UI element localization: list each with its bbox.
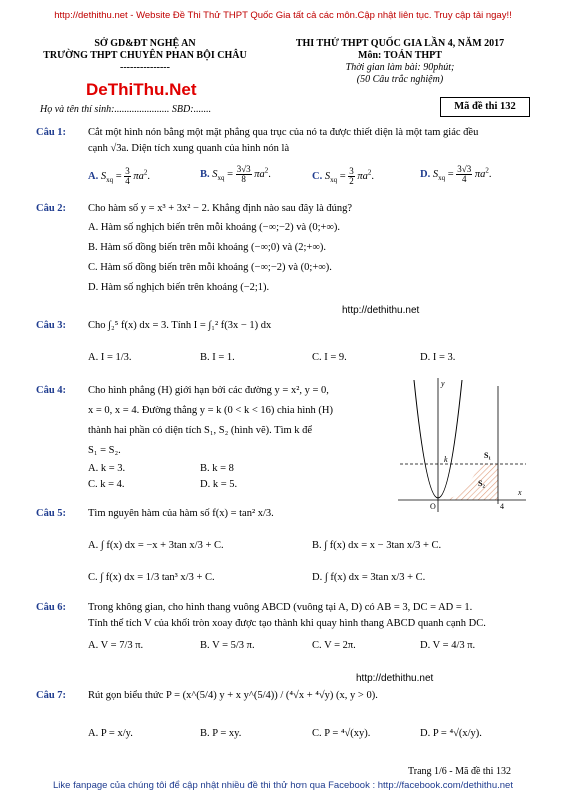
q1-option-a[interactable]: A. $S_{xq}$ = $\frac{3}{4}$ $\pi a^2$.	[88, 166, 151, 186]
question-1-label: Câu 1:	[36, 127, 67, 138]
q3-option-b[interactable]: B. I = 1.	[200, 352, 235, 363]
q4-option-b[interactable]: B. k = 8	[200, 463, 234, 474]
question-6-label: Câu 6:	[36, 602, 67, 613]
q6-option-a[interactable]: A. V = 7/3 π.	[88, 640, 144, 651]
exam-code-box: Mã đề thi 132	[440, 97, 530, 117]
question-1-text2: cạnh √3a. Diện tích xung quanh của hình nón là	[88, 143, 290, 154]
candidate-line: Họ và tên thí sinh:...................... SBD:.......	[40, 104, 212, 115]
parabola-graph	[398, 376, 530, 514]
divider: ---------------	[120, 62, 170, 73]
time-limit: Thời gian làm bài: 90phút;	[345, 62, 455, 73]
q6-option-c[interactable]: C. V = 2π.	[312, 640, 356, 651]
q3-option-d[interactable]: D. I = 3.	[420, 352, 456, 363]
question-4-line-4: S₁ = S₂.	[88, 445, 121, 456]
x-label: x	[518, 488, 522, 497]
question-4-line-1: Cho hình phẳng (H) giới hạn bởi các đường y = x², y = 0,	[88, 385, 329, 396]
page-footer: Trang 1/6 - Mã đề thi 132	[408, 766, 511, 777]
q2-option-a[interactable]: A. Hàm số nghịch biến trên mỗi khoảng (−∞;−2) và (0;+∞).	[88, 222, 341, 233]
school-name: TRƯỜNG THPT CHUYÊN PHAN BỘI CHÂU	[43, 50, 247, 61]
bottom-banner[interactable]: Like fanpage của chúng tôi để cập nhật nhiều đề thi thử hơn qua Facebook : http://facebook.com/dethithu.net	[53, 780, 513, 791]
subject: Môn: TOÁN THPT	[358, 50, 442, 61]
s1-label: S₁	[484, 451, 491, 460]
watermark-url-1[interactable]: http://dethithu.net	[342, 305, 420, 316]
q1-option-c[interactable]: C. $S_{xq}$ = $\frac{3}{2}$ $\pi a^2$.	[312, 166, 375, 186]
question-3-label: Câu 3:	[36, 320, 67, 331]
question-4-label: Câu 4:	[36, 385, 67, 396]
question-4-line-3: thành hai phần có diện tích S₁, S₂ (hình vẽ). Tìm k để	[88, 425, 313, 436]
q2-option-d[interactable]: D. Hàm số nghịch biến trên khoảng (−2;1).	[88, 282, 270, 293]
question-4-line-2: x = 0, x = 4. Đường thẳng y = k (0 < k < 16) chia hình (H)	[88, 405, 333, 416]
top-banner[interactable]: http://dethithu.net - Website Đề Thi Thử THPT Quốc Gia tất cả các môn.Cập nhật liên tục. Truy cập tải ngay!!	[54, 10, 512, 21]
question-5-text: Tìm nguyên hàm của hàm số f(x) = tan² x/3.	[88, 508, 274, 519]
q7-option-b[interactable]: B. P = xy.	[200, 728, 242, 739]
question-7-text: Rút gọn biểu thức P = (x^(5/4) y + x y^(5/4)) / (⁴√x + ⁴√y) (x, y > 0).	[88, 690, 378, 701]
question-6-line-1: Trong không gian, cho hình thang vuông ABCD (vuông tại A, D) có AB = 3, DC = AD = 1.	[88, 602, 473, 613]
q6-option-b[interactable]: B. V = 5/3 π.	[200, 640, 255, 651]
question-7-label: Câu 7:	[36, 690, 67, 701]
question-1-text: Cắt một hình nón bằng một mặt phẳng qua trục của nó ta được thiết diện là một tam giác đều	[88, 127, 479, 138]
q2-option-b[interactable]: B. Hàm số đồng biến trên mỗi khoảng (−∞;0) và (2;+∞).	[88, 242, 326, 253]
watermark-url-2[interactable]: http://dethithu.net	[356, 673, 434, 684]
school-header	[40, 38, 250, 74]
q4-option-c[interactable]: C. k = 4.	[88, 479, 125, 490]
q5-option-a[interactable]: A. ∫ f(x) dx = −x + 3tan x/3 + C.	[88, 540, 224, 551]
question-6-line-2: Tính thể tích V của khối tròn xoay được tạo thành khi quay hình thang ABCD quanh cạnh DC.	[88, 618, 486, 629]
q5-option-c[interactable]: C. ∫ f(x) dx = 1/3 tan³ x/3 + C.	[88, 572, 215, 583]
q1-b-label: B.	[200, 168, 210, 180]
k-label: k	[444, 455, 448, 464]
y-label: y	[441, 379, 445, 388]
question-count: (50 Câu trắc nghiệm)	[356, 74, 444, 85]
q4-option-d[interactable]: D. k = 5.	[200, 479, 238, 490]
origin-label: O	[430, 502, 436, 511]
question-2-label: Câu 2:	[36, 203, 67, 214]
department-name: SỞ GD&ĐT NGHỆ AN	[94, 38, 196, 49]
site-logo[interactable]: DeThiThu.Net	[86, 80, 197, 99]
q5-option-d[interactable]: D. ∫ f(x) dx = 3tan x/3 + C.	[312, 572, 426, 583]
exam-title: THI THỬ THPT QUỐC GIA LẦN 4, NĂM 2017	[295, 38, 505, 49]
q4-option-a[interactable]: A. k = 3.	[88, 463, 126, 474]
q1-a-label: A.	[88, 170, 99, 182]
four-label: 4	[500, 502, 504, 511]
question-5-label: Câu 5:	[36, 508, 67, 519]
s2-label: S₂	[478, 479, 485, 488]
q7-option-d[interactable]: D. P = ⁴√(x/y).	[420, 728, 482, 739]
q1-c-label: C.	[312, 170, 323, 182]
q1-d-label: D.	[420, 168, 431, 180]
q2-option-c[interactable]: C. Hàm số đồng biến trên mỗi khoảng (−∞;−2) và (0;+∞).	[88, 262, 332, 273]
q1-option-b[interactable]: B. $S_{xq}$ = $\frac{3√3}{8}$ $\pi a^2$.	[200, 164, 271, 184]
question-3-text: Cho ∫₂⁵ f(x) dx = 3. Tính I = ∫₁² f(3x − 1) dx	[88, 320, 272, 331]
q7-option-a[interactable]: A. P = x/y.	[88, 728, 133, 739]
q1-option-d[interactable]: D. $S_{xq}$ = $\frac{3√3}{4}$ $\pi a^2$.	[420, 164, 492, 184]
q6-option-d[interactable]: D. V = 4/3 π.	[420, 640, 476, 651]
q3-option-a[interactable]: A. I = 1/3.	[88, 352, 132, 363]
q3-option-c[interactable]: C. I = 9.	[312, 352, 347, 363]
q5-option-b[interactable]: B. ∫ f(x) dx = x − 3tan x/3 + C.	[312, 540, 442, 551]
exam-header	[265, 38, 535, 86]
q7-option-c[interactable]: C. P = ⁴√(xy).	[312, 728, 371, 739]
question-2-text: Cho hàm số y = x³ + 3x² − 2. Khẳng định nào sau đây là đúng?	[88, 203, 353, 214]
